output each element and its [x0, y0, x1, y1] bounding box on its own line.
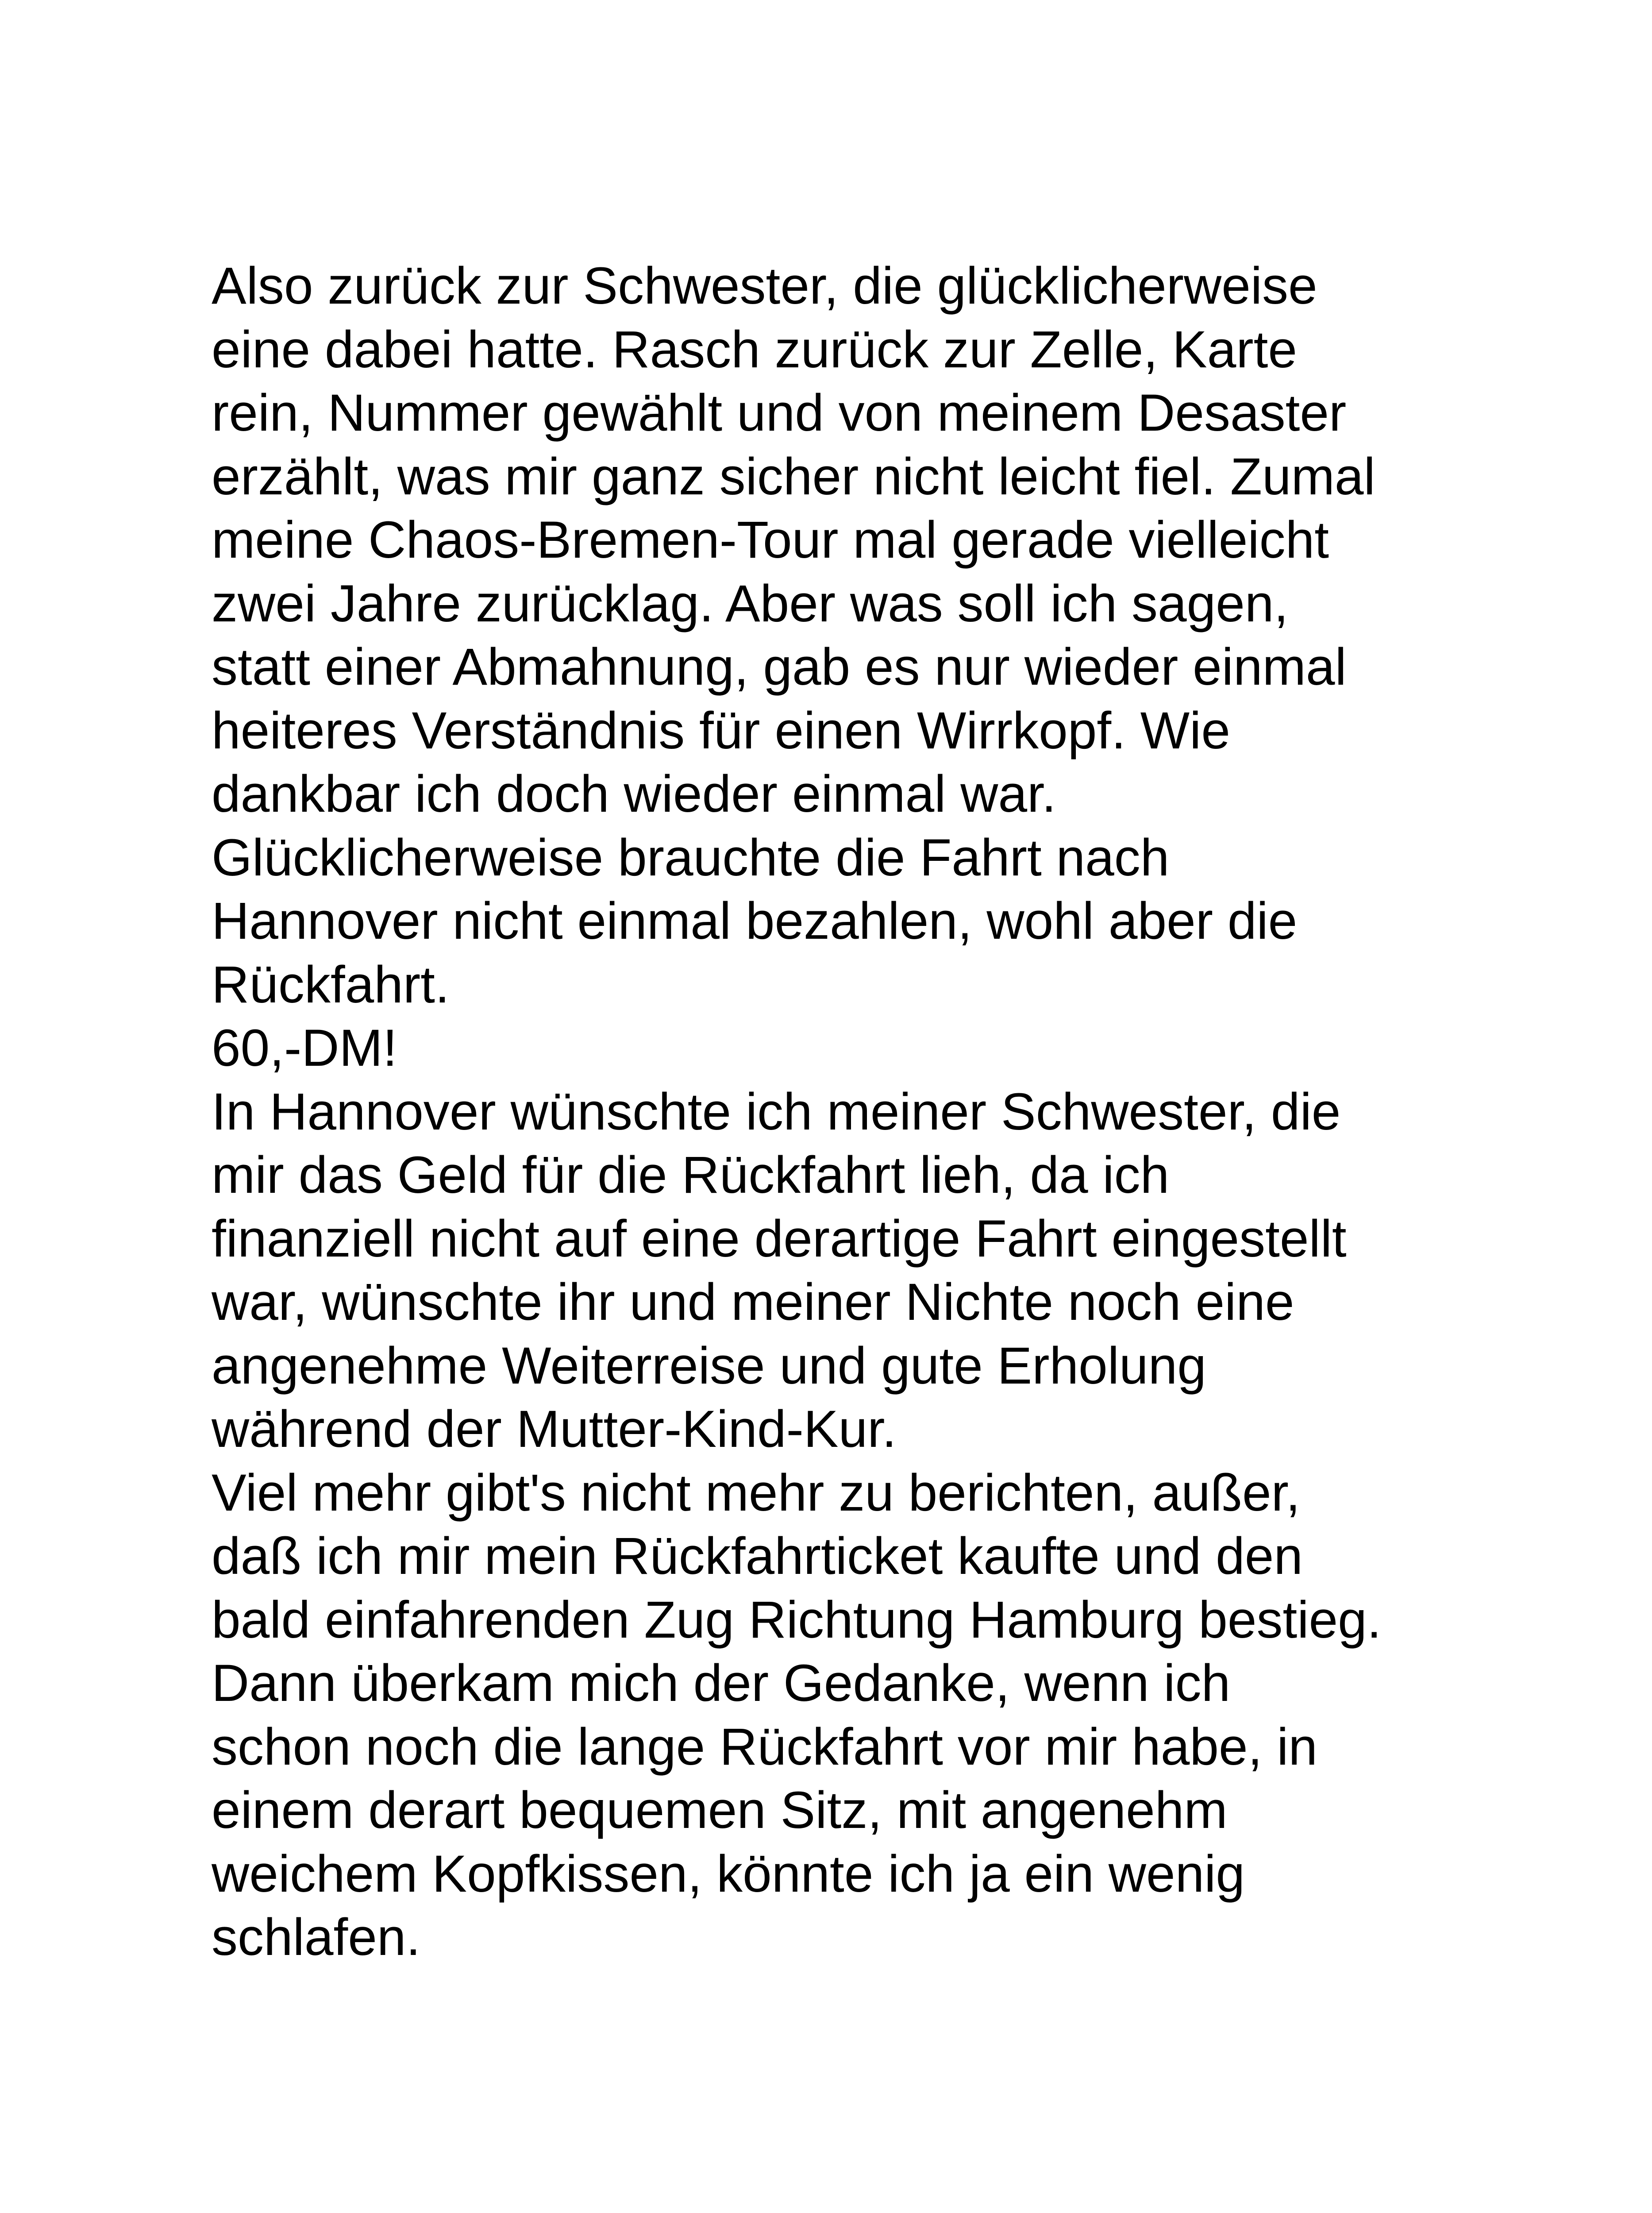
text-line: zwei Jahre zurücklag. Aber was soll ich sagen,	[212, 574, 1289, 633]
text-line: war, wünschte ihr und meiner Nichte noch eine	[212, 1273, 1294, 1331]
text-line: dankbar ich doch wieder einmal war.	[212, 765, 1056, 823]
text-line: bald einfahrenden Zug Richtung Hamburg bestieg.	[212, 1590, 1382, 1649]
text-line: meine Chaos-Bremen-Tour mal gerade vielleicht	[212, 511, 1329, 569]
text-line: angenehme Weiterreise und gute Erholung	[212, 1336, 1206, 1395]
text-line: In Hannover wünschte ich meiner Schwester, die	[212, 1082, 1341, 1141]
text-line: rein, Nummer gewählt und von meinem Desaster	[212, 384, 1347, 442]
text-line: während der Mutter-Kind-Kur.	[212, 1400, 897, 1458]
text-line: statt einer Abmahnung, gab es nur wieder einmal	[212, 638, 1347, 696]
text-line: Dann überkam mich der Gedanke, wenn ich	[212, 1654, 1231, 1712]
text-line: heiteres Verständnis für einen Wirrkopf. Wie	[212, 701, 1230, 760]
text-line: Glücklicherweise brauchte die Fahrt nach	[212, 828, 1170, 887]
text-line: eine dabei hatte. Rasch zurück zur Zelle, Karte	[212, 320, 1298, 379]
text-line: Also zurück zur Schwester, die glücklicherweise	[212, 257, 1317, 315]
text-line: schlafen.	[212, 1908, 421, 1966]
text-line: finanziell nicht auf eine derartige Fahrt eingestellt	[212, 1209, 1347, 1268]
body-text	[212, 254, 1539, 1970]
text-line: mir das Geld für die Rückfahrt lieh, da ich	[212, 1146, 1170, 1204]
text-line: Rückfahrt.	[212, 955, 450, 1014]
text-line: weichem Kopfkissen, könnte ich ja ein wenig	[212, 1844, 1245, 1903]
text-line: 60,-DM!	[212, 1019, 397, 1077]
text-line: Hannover nicht einmal bezahlen, wohl aber die	[212, 892, 1298, 950]
text-line: daß ich mir mein Rückfahrticket kaufte und den	[212, 1527, 1303, 1585]
text-line: einem derart bequemen Sitz, mit angenehm	[212, 1781, 1228, 1839]
text-line: Viel mehr gibt's nicht mehr zu berichten, außer,	[212, 1463, 1301, 1522]
text-line: schon noch die lange Rückfahrt vor mir habe, in	[212, 1717, 1318, 1776]
text-line: erzählt, was mir ganz sicher nicht leicht fiel. Zumal	[212, 447, 1375, 506]
